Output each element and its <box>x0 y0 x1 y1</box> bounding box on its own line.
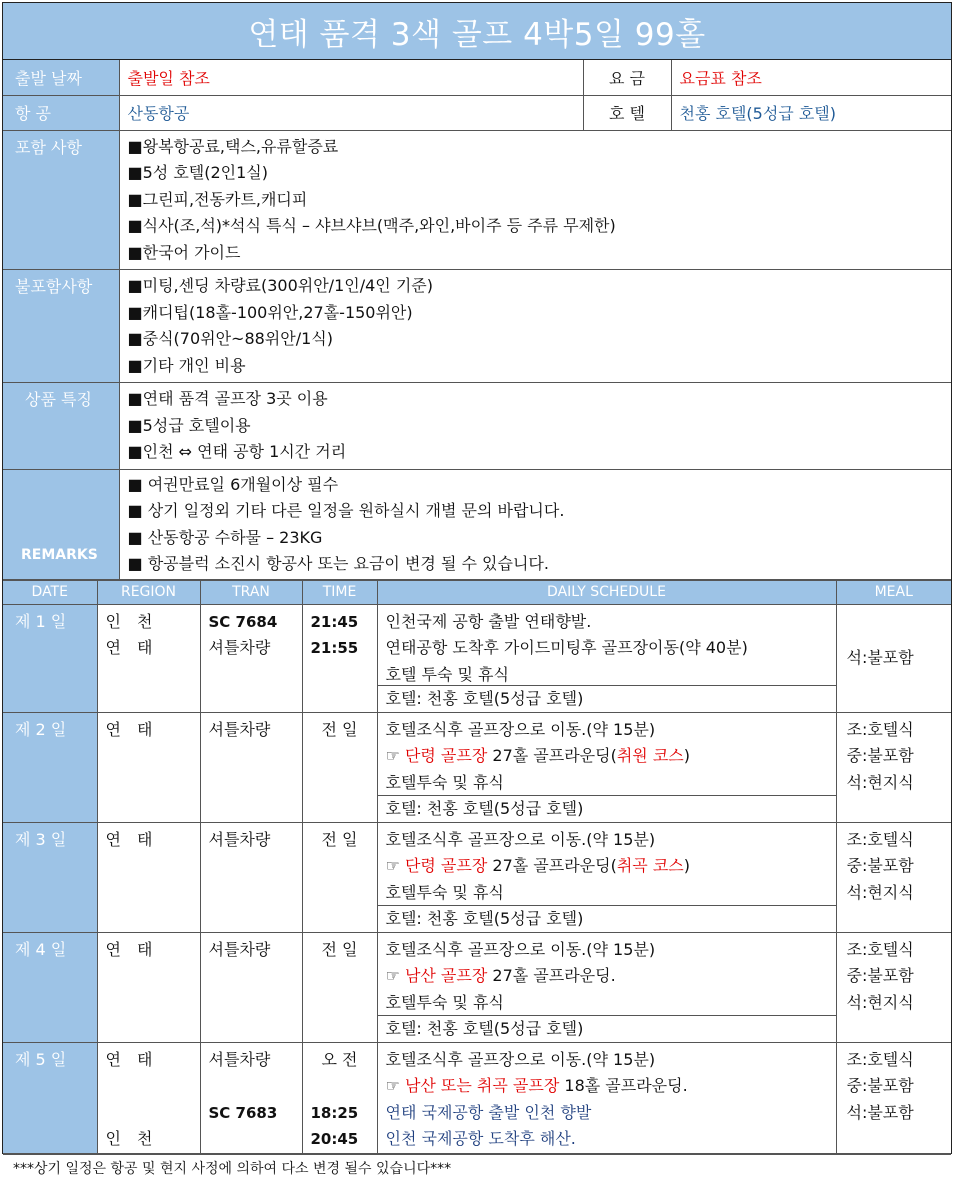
included-item: ■5성 호텔(2인1실) <box>127 163 269 182</box>
region: 연 태 <box>105 719 153 739</box>
flight-number: SC 7683 <box>208 1103 278 1122</box>
meal: 중:불포함 <box>846 856 914 875</box>
golf-detail: 18홀 골프라운딩. <box>559 1076 688 1095</box>
remarks-label: REMARKS <box>3 469 119 579</box>
golf-course-option: 취원 코스 <box>616 746 684 765</box>
departure-label: 출발 날짜 <box>3 60 119 95</box>
schedule-line: 연태공항 도착후 가이드미팅후 골프장이동(약 40분) <box>385 638 748 657</box>
meal: 석:현지식 <box>846 772 914 792</box>
day-date: 제 3 일 <box>3 822 97 932</box>
schedule-line: 호텔투숙 및 휴식 <box>385 882 504 902</box>
golf-course: 단령 골프장 <box>404 746 488 765</box>
pointer-icon: ☞ <box>385 856 405 875</box>
time: 전 일 <box>321 829 358 849</box>
time: 오 전 <box>321 1049 358 1069</box>
meal: 석:현지식 <box>846 992 914 1012</box>
day-row <box>3 1042 951 1153</box>
transport: 셔틀차량 <box>208 719 271 739</box>
departure-value: 출발일 참조 <box>119 60 583 95</box>
time: 전 일 <box>321 719 358 739</box>
airline-label: 항 공 <box>3 95 119 130</box>
meal: 조:호텔식 <box>846 1049 914 1069</box>
schedule-line: 인천 국제공항 도착후 해산. <box>385 1129 576 1148</box>
time: 20:45 <box>310 1130 359 1148</box>
airline-value: 산동항공 <box>119 95 583 130</box>
transport: 셔틀차량 <box>208 829 271 849</box>
excluded-label: 불포함사항 <box>3 270 119 383</box>
golf-detail-end: ) <box>683 746 690 765</box>
golf-course: 남산 또는 취곡 골프장 <box>404 1076 560 1095</box>
schedule-line: 호텔조식후 골프장으로 이동.(약 15분) <box>385 1049 656 1069</box>
excluded-item: ■기타 개인 비용 <box>127 355 246 375</box>
features-list <box>119 383 951 470</box>
golf-course: 단령 골프장 <box>404 856 488 875</box>
golf-detail: 27홀 골프라운딩( <box>487 856 617 875</box>
included-item: ■왕복항공료,택스,유류할증료 <box>127 136 339 156</box>
included-item: ■식사(조,석)*석식 특식 – 샤브샤브(맥주,와인,바이주 등 주류 무제한) <box>127 216 616 235</box>
hotel-line: 호텔: 천홍 호텔(5성급 호텔) <box>385 798 584 818</box>
schedule-line: 인천국제 공항 출발 연태향발. <box>385 611 592 631</box>
meal: 석:현지식 <box>846 882 914 902</box>
remark-item: ■ 산동항공 수하물 – 23KG <box>127 527 323 547</box>
day-row <box>3 604 951 712</box>
excluded-list <box>119 270 951 383</box>
remark-item: ■ 항공블럭 소진시 항공사 또는 요금이 변경 될 수 있습니다. <box>127 554 549 573</box>
golf-course: 남산 골프장 <box>404 966 488 985</box>
meal: 조:호텔식 <box>846 939 914 959</box>
golf-line <box>386 853 828 880</box>
meal: 중:불포함 <box>846 966 914 985</box>
golf-detail: 27홀 골프라운딩( <box>487 746 617 765</box>
hotel-value: 천홍 호텔(5성급 호텔) <box>671 95 951 130</box>
pointer-icon: ☞ <box>385 746 405 765</box>
time: 21:55 <box>310 639 359 657</box>
schedule-line: 호텔조식후 골프장으로 이동.(약 15분) <box>385 719 656 739</box>
meal: 조:호텔식 <box>846 829 914 849</box>
meal: 중:불포함 <box>846 746 914 765</box>
day-row <box>3 822 951 932</box>
header-meal: MEAL <box>836 580 951 604</box>
excluded-item: ■캐디팁(18홀-100위안,27홀-150위안) <box>127 302 413 322</box>
features-label: 상품 특징 <box>3 383 119 470</box>
excluded-item: ■미팅,센딩 차량료(300위안/1인/4인 기준) <box>127 276 433 295</box>
remarks-list <box>119 469 951 579</box>
golf-course-option: 취곡 코스 <box>616 856 684 875</box>
price-label: 요 금 <box>583 60 671 95</box>
schedule-line: 연태 국제공항 출발 인천 향발 <box>385 1102 592 1122</box>
day-date: 제 2 일 <box>3 712 97 822</box>
meal: 중:불포함 <box>846 1076 914 1095</box>
footer-note: ***상기 일정은 항공 및 현지 사정에 의하여 다소 변경 될수 있습니다*** <box>3 1154 951 1183</box>
info-table <box>3 60 951 580</box>
schedule-line: 호텔조식후 골프장으로 이동.(약 15분) <box>385 829 656 849</box>
feature-item: ■연태 품격 골프장 3곳 이용 <box>127 389 328 408</box>
region: 연 태 <box>105 638 153 657</box>
included-item: ■그린피,전동카트,캐디피 <box>127 189 308 209</box>
header-time: TIME <box>302 580 377 604</box>
header-region: REGION <box>97 580 200 604</box>
transport: 셔틀차량 <box>208 939 271 959</box>
transport: 셔틀차량 <box>208 1049 271 1069</box>
hotel-line: 호텔: 천홍 호텔(5성급 호텔) <box>385 1018 584 1038</box>
schedule-table <box>3 580 951 1154</box>
time: 21:45 <box>310 612 359 631</box>
day-date: 제 1 일 <box>3 604 97 712</box>
region: 연 태 <box>105 1049 153 1069</box>
remark-item: ■ 여권만료일 6개월이상 필수 <box>127 474 339 494</box>
meal: 석:불포함 <box>846 647 914 667</box>
region: 인 천 <box>105 611 153 631</box>
time: 18:25 <box>310 1103 359 1122</box>
day-date: 제 5 일 <box>3 1042 97 1153</box>
hotel-label: 호 텔 <box>583 95 671 130</box>
meal: 조:호텔식 <box>846 719 914 739</box>
schedule-line: 호텔투숙 및 휴식 <box>385 772 504 792</box>
schedule-line: 호텔 투숙 및 휴식 <box>385 664 509 684</box>
region: 인 천 <box>105 1129 153 1148</box>
included-label: 포함 사항 <box>3 130 119 270</box>
schedule-line: 호텔투숙 및 휴식 <box>385 992 504 1012</box>
golf-line <box>386 743 828 770</box>
header-tran: TRAN <box>200 580 302 604</box>
feature-item: ■5성급 호텔이용 <box>127 415 251 435</box>
hotel-line: 호텔: 천홍 호텔(5성급 호텔) <box>385 908 584 928</box>
pointer-icon: ☞ <box>385 1076 405 1095</box>
itinerary-page <box>2 2 952 1177</box>
price-value: 요금표 참조 <box>671 60 951 95</box>
flight-number: SC 7684 <box>208 612 278 631</box>
day-row <box>3 932 951 1042</box>
golf-line <box>386 963 828 990</box>
page-title: 연태 품격 3색 골프 4박5일 99홀 <box>3 3 951 60</box>
time: 전 일 <box>321 939 358 959</box>
region: 연 태 <box>105 829 153 849</box>
meal: 석:불포함 <box>846 1102 914 1122</box>
day-row <box>3 712 951 822</box>
hotel-line: 호텔: 천홍 호텔(5성급 호텔) <box>385 688 584 708</box>
header-date: DATE <box>3 580 97 604</box>
included-list <box>119 130 951 270</box>
golf-detail: 27홀 골프라운딩. <box>487 966 616 985</box>
pointer-icon: ☞ <box>385 966 405 985</box>
included-item: ■한국어 가이드 <box>127 242 241 262</box>
day-date: 제 4 일 <box>3 932 97 1042</box>
header-daily-schedule: DAILY SCHEDULE <box>377 580 836 604</box>
golf-line <box>386 1073 828 1100</box>
remark-item: ■ 상기 일정외 기타 다른 일정을 원하실시 개별 문의 바랍니다. <box>127 501 565 520</box>
excluded-item: ■중식(70위안~88위안/1식) <box>127 329 333 348</box>
feature-item: ■인천 ⇔ 연태 공항 1시간 거리 <box>127 442 347 461</box>
region: 연 태 <box>105 939 153 959</box>
schedule-line: 호텔조식후 골프장으로 이동.(약 15분) <box>385 939 656 959</box>
transport: 셔틀차량 <box>208 638 271 657</box>
golf-detail-end: ) <box>683 856 690 875</box>
